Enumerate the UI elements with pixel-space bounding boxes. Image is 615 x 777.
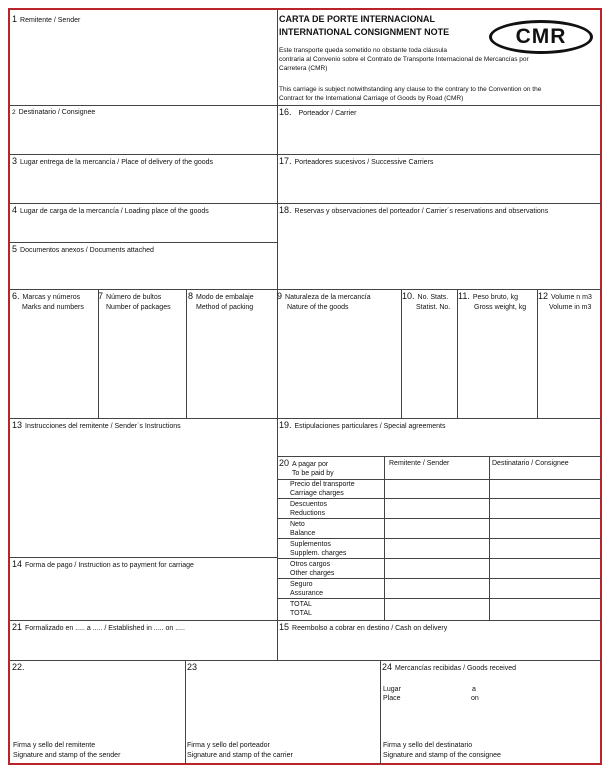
number-of-packages-box[interactable]: [98, 289, 186, 418]
charge-row-label-en: Carriage charges: [290, 490, 344, 497]
method-of-packing-label-en: Method of packing: [196, 304, 254, 311]
charge-row-label-es: Seguro: [290, 581, 313, 588]
consignee-signature-label-en: Signature and stamp of the consignee: [383, 752, 501, 759]
gross-weight-box[interactable]: [457, 289, 537, 418]
box-number: 23: [187, 662, 198, 672]
established-box[interactable]: [10, 620, 277, 660]
place-of-delivery-label: Lugar entrega de la mercancía / Place of delivery of the goods: [20, 159, 214, 166]
sender-signature-label-en: Signature and stamp of the sender: [13, 752, 121, 759]
form-title-en: INTERNATIONAL CONSIGNMENT NOTE: [279, 27, 450, 37]
charge-row-label-en: Assurance: [290, 590, 324, 597]
nature-of-goods-label-es: Naturaleza de la mercancía: [285, 294, 371, 301]
sender-charges-column[interactable]: [385, 480, 488, 617]
box-number: 13: [12, 420, 23, 430]
convention-text-en-2: Contract for the International Carriage of Goods by Road (CMR): [279, 95, 464, 102]
sender-instructions-box[interactable]: [10, 418, 277, 557]
cash-on-delivery-box[interactable]: [277, 620, 601, 660]
box-number: 21: [12, 622, 23, 632]
box-number: 5: [12, 244, 18, 254]
marks-numbers-label-en: Marks and numbers: [22, 304, 84, 311]
goods-received-box[interactable]: [380, 660, 601, 764]
column-header-consignee: Destinatario / Consignee: [492, 460, 569, 467]
convention-text-es-2: contraria al Convenio sobre el Contrato de Transporte Internacional de Mercancías por: [279, 56, 529, 63]
marks-numbers-label-es: Marcas y números: [22, 294, 81, 301]
consignee-signature-label-es: Firma y sello del destinatario: [383, 742, 473, 749]
convention-text-en-1: This carriage is subject notwithstanding any clause to the contrary to the Convention on the: [279, 86, 542, 93]
successive-carriers-label: Porteadores sucesivos / Successive Carriers: [294, 159, 434, 166]
charge-row-label-es: Suplementos: [290, 541, 331, 548]
carrier-signature-box[interactable]: [185, 660, 380, 764]
box-number: 7: [98, 291, 104, 301]
sender-label: Remitente / Sender: [20, 17, 81, 24]
established-label: Formalizado en ..... a ..... / Established in ..... on .....: [25, 625, 185, 632]
box-number: 20: [279, 458, 290, 468]
successive-carriers-box[interactable]: [277, 154, 601, 203]
payment-instructions-label: Forma de pago / Instruction as to payment for carriage: [25, 562, 194, 569]
box-number: 22.: [12, 662, 25, 672]
box-number: 15: [279, 622, 290, 632]
statistical-number-label-es: No. Stats.: [417, 294, 449, 301]
gross-weight-label-es: Peso bruto, kg: [472, 294, 518, 301]
box-number: 6.: [12, 291, 20, 301]
nature-of-goods-label-en: Nature of the goods: [287, 304, 349, 311]
consignee-label: Destinatario / Consignee: [18, 109, 96, 116]
special-agreements-label: Estipulaciones particulares / Special agreements: [294, 423, 446, 430]
box-number: 16.: [279, 107, 292, 117]
volume-label-es: Volume n m3: [551, 294, 592, 301]
charge-row-label-en: Supplem. charges: [290, 550, 347, 557]
place-label-es: Lugar: [383, 686, 401, 693]
date-label-es: a: [472, 686, 476, 693]
divider: [277, 456, 601, 457]
column-header-sender: Remitente / Sender: [389, 460, 450, 467]
documents-attached-label: Documentos anexos / Documents attached: [20, 247, 154, 254]
sender-signature-label-es: Firma y sello del remitente: [13, 742, 96, 749]
goods-received-label: Mercancías recibidas / Goods received: [395, 665, 517, 672]
box-number: 17.: [279, 156, 292, 166]
statistical-number-label-en: Statist. No.: [416, 304, 451, 311]
charge-row-label-en: TOTAL: [290, 610, 312, 617]
box-number: 12: [538, 291, 549, 301]
box-number: 2: [12, 109, 16, 116]
method-of-packing-label-es: Modo de embalaje: [196, 294, 254, 301]
nature-of-goods-box[interactable]: [277, 289, 401, 418]
to-be-paid-label-es: A pagar por: [292, 461, 329, 468]
carrier-signature-label-es: Firma y sello del porteador: [187, 742, 270, 749]
special-agreements-box[interactable]: [277, 418, 601, 456]
charge-row-label-es: Precio del transporte: [290, 481, 355, 488]
box-number: 19.: [279, 420, 292, 430]
method-of-packing-box[interactable]: [186, 289, 277, 418]
form-title-es: CARTA DE PORTE INTERNACIONAL: [279, 14, 435, 24]
to-be-paid-label-en: To be paid by: [292, 470, 334, 477]
gross-weight-label-en: Gross weight, kg: [474, 304, 527, 311]
box-number: 10.: [402, 291, 415, 301]
box-number: 8: [188, 291, 194, 301]
charge-row-label-es: Neto: [290, 521, 305, 528]
cmr-logo: CMR: [489, 20, 593, 54]
charge-row-label-en: Reductions: [290, 510, 326, 517]
statistical-number-box[interactable]: [401, 289, 457, 418]
place-label-en: Place: [383, 695, 401, 702]
loading-place-box[interactable]: [10, 203, 277, 242]
consignee-box[interactable]: [10, 105, 277, 154]
charge-row-label-es: Otros cargos: [290, 561, 331, 568]
box-number: 18.: [279, 205, 292, 215]
documents-attached-box[interactable]: [10, 242, 277, 289]
charge-row-label-en: Balance: [290, 530, 316, 537]
carrier-signature-label-en: Signature and stamp of the carrier: [187, 752, 293, 759]
convention-text-es-3: Carretera (CMR): [279, 65, 328, 72]
marks-numbers-box[interactable]: [10, 289, 98, 418]
carrier-reservations-box[interactable]: [277, 203, 601, 289]
loading-place-label: Lugar de carga de la mercancía / Loading place of the goods: [20, 208, 209, 215]
date-label-en: on: [471, 695, 479, 702]
box-number: 9: [277, 291, 283, 301]
place-of-delivery-box[interactable]: [10, 154, 277, 203]
charge-row-label-es: Descuentos: [290, 501, 327, 508]
box-number: 3: [12, 156, 18, 166]
carrier-box[interactable]: [277, 105, 601, 154]
consignee-charges-column[interactable]: [490, 480, 600, 617]
box-number: 1: [12, 14, 18, 24]
carrier-label: Porteador / Carrier: [298, 110, 357, 117]
payment-instructions-box[interactable]: [10, 557, 277, 620]
cash-on-delivery-label: Reembolso a cobrar en destino / Cash on delivery: [292, 625, 448, 632]
box-number: 11.: [458, 291, 470, 301]
volume-box[interactable]: [537, 289, 601, 418]
sender-instructions-label: Instrucciones del remitente / Sender´s Instructions: [25, 423, 181, 430]
carrier-reservations-label: Reservas y observaciones del porteador / Carrier´s reservations and observations: [294, 208, 549, 215]
sender-box[interactable]: [10, 10, 277, 105]
convention-text-es-1: Este transporte queda sometido no obstante toda cláusula: [279, 47, 448, 54]
box-number: 4: [12, 205, 18, 215]
box-number: 24: [382, 662, 393, 672]
sender-signature-box[interactable]: [10, 660, 185, 764]
charge-row-label-en: Other charges: [290, 570, 335, 577]
volume-label-en: Volume in m3: [549, 304, 592, 311]
box-number: 14: [12, 559, 23, 569]
number-of-packages-label-es: Número de bultos: [106, 294, 162, 301]
number-of-packages-label-en: Number of packages: [106, 304, 171, 311]
charge-row-label-es: TOTAL: [290, 601, 312, 608]
